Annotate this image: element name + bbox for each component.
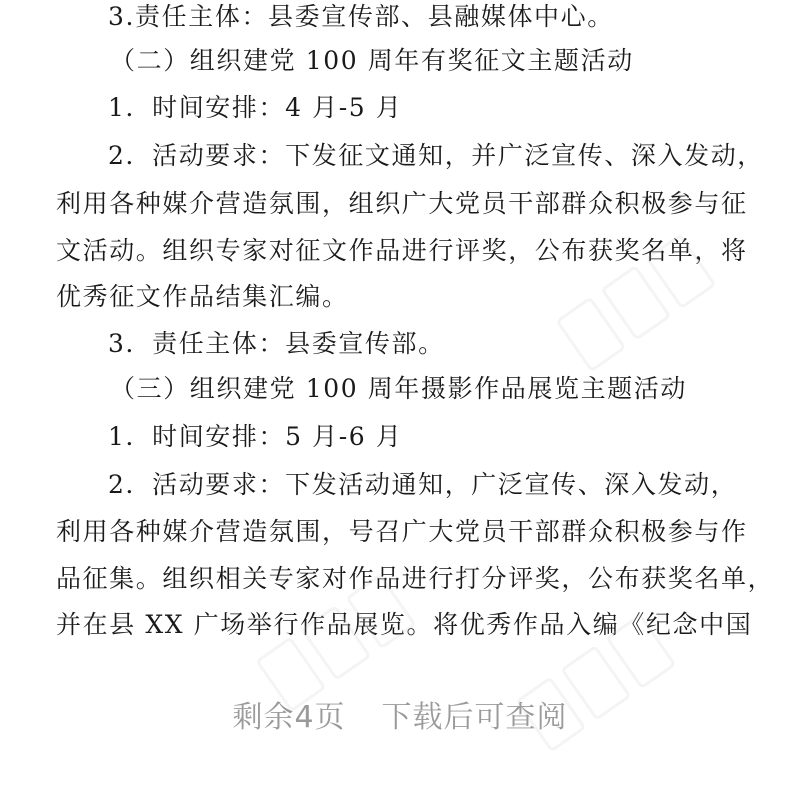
paragraph-line: 利用各种媒介营造氛围，组织广大党员干部群众积极参与征 xyxy=(56,189,748,218)
paragraph-line: 优秀征文作品结集汇编。 xyxy=(56,282,349,311)
paragraph-line: 1．时间安排：4 月-5 月 xyxy=(108,93,403,122)
section-heading: （二）组织建党 100 周年有奖征文主题活动 xyxy=(110,46,634,75)
paragraph-line: 1．时间安排：5 月-6 月 xyxy=(108,422,403,451)
section-heading: （三）组织建党 100 周年摄影作品展览主题活动 xyxy=(110,374,688,403)
watermark-icon xyxy=(480,560,720,800)
download-prompt[interactable] xyxy=(0,698,800,738)
paragraph-line: 2．活动要求：下发活动通知，广泛宣传、深入发动， xyxy=(108,470,738,499)
remaining-pages-label: 剩余4页 xyxy=(232,700,346,735)
paragraph-line: 3．责任主体：县委宣传部。 xyxy=(108,329,445,358)
download-hint-label: 下载后可查阅 xyxy=(381,700,568,735)
paragraph-line: 品征集。组织相关专家对作品进行打分评奖，公布获奖名单， xyxy=(56,564,775,593)
paragraph-line: 文活动。组织专家对征文作品进行评奖，公布获奖名单，将 xyxy=(56,236,748,265)
paragraph-line: 3.责任主体：县委宣传部、县融媒体中心。 xyxy=(108,2,614,31)
paragraph-line: 并在县 XX 广场举行作品展览。将优秀作品入编《纪念中国 xyxy=(56,610,753,639)
paragraph-line: 2．活动要求：下发征文通知，并广泛宣传、深入发动， xyxy=(108,141,764,170)
paragraph-line: 利用各种媒介营造氛围，号召广大党员干部群众积极参与作 xyxy=(56,517,748,546)
